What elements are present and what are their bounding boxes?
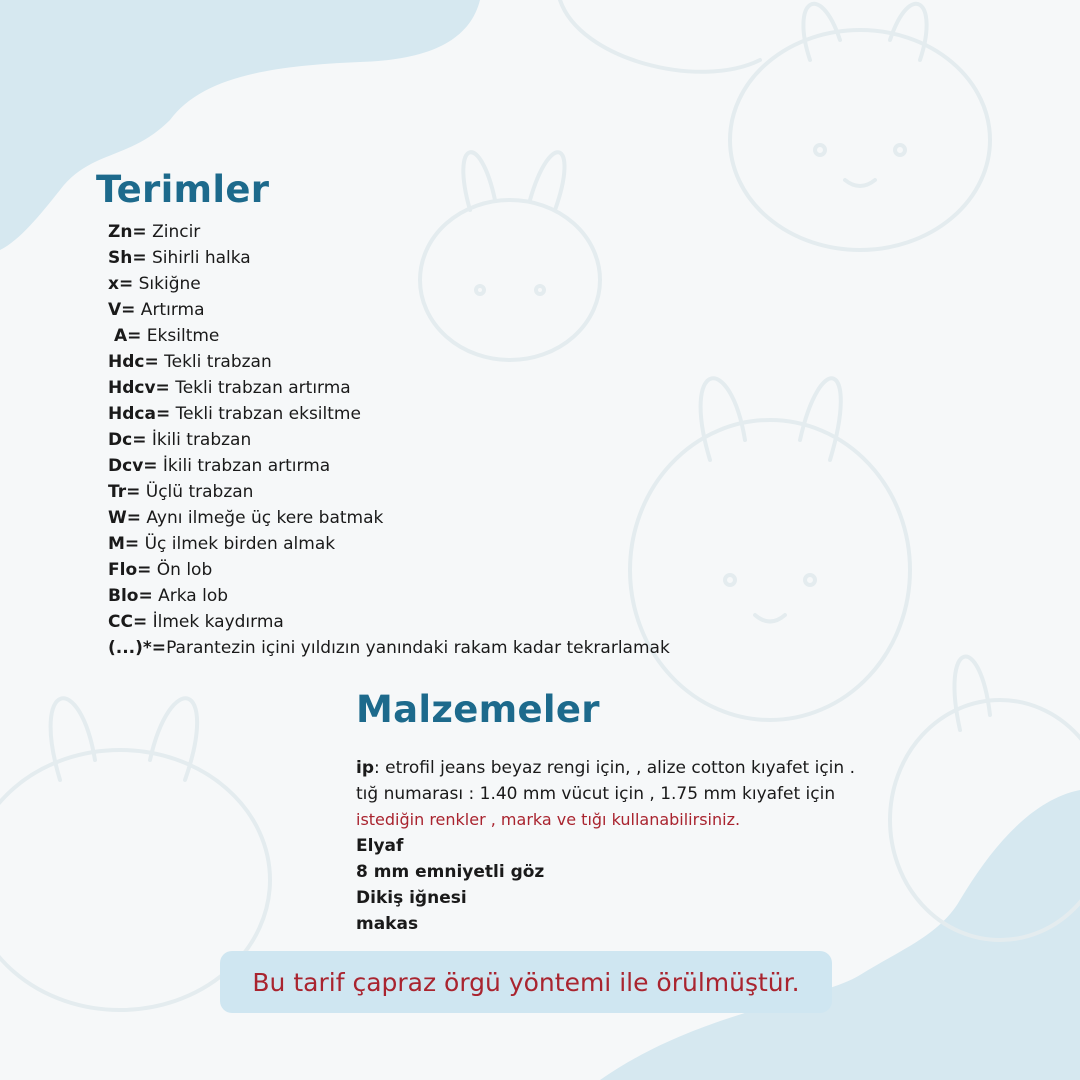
term-item [108, 531, 670, 557]
term-item [108, 219, 670, 245]
term-item [108, 375, 670, 401]
term-def: İkili trabzan [146, 430, 252, 450]
materials-note: istediğin renkler , marka ve tığı kullanabilirsiniz. [356, 810, 741, 829]
hook-line: tığ numarası : 1.40 mm vücut için , 1.75 mm kıyafet için [356, 784, 836, 804]
term-item [108, 479, 670, 505]
term-abbr: Tr= [108, 482, 141, 502]
term-def: Ön lob [151, 560, 213, 580]
material-item: makas [356, 914, 419, 934]
yarn-label: ip [356, 758, 374, 778]
term-abbr: Zn= [108, 222, 147, 242]
term-abbr: Dcv= [108, 456, 158, 476]
term-item [108, 323, 670, 349]
term-def: Arka lob [152, 586, 229, 606]
banner-text: Bu tarif çapraz örgü yöntemi ile örülmüştür. [252, 967, 800, 997]
term-abbr: Hdca= [108, 404, 171, 424]
term-item [108, 583, 670, 609]
term-item [108, 297, 670, 323]
term-def: Tekli trabzan eksiltme [170, 404, 361, 424]
term-abbr: W= [108, 508, 141, 528]
term-abbr: Flo= [108, 560, 152, 580]
term-def: Eksiltme [141, 326, 220, 346]
term-abbr: x= [108, 274, 134, 294]
term-abbr: Hdc= [108, 352, 159, 372]
term-def: Üç ilmek birden almak [139, 534, 336, 554]
term-abbr: CC= [108, 612, 148, 632]
term-def: Parantezin içini yıldızın yanındaki rakam kadar tekrarlamak [166, 638, 670, 658]
term-def: Sıkiğne [133, 274, 201, 294]
material-item: Elyaf [356, 836, 404, 856]
term-def: Aynı ilmeğe üç kere batmak [141, 508, 384, 528]
term-abbr: V= [108, 300, 136, 320]
term-item [108, 557, 670, 583]
term-abbr: Dc= [108, 430, 147, 450]
term-item [108, 349, 670, 375]
term-item [108, 635, 670, 661]
term-item [108, 245, 670, 271]
yarn-text: : etrofil jeans beyaz rengi için, , alize cotton kıyafet için . [374, 758, 855, 778]
terms-heading: Terimler [96, 168, 270, 211]
term-def: Artırma [135, 300, 205, 320]
term-def: Tekli trabzan artırma [169, 378, 351, 398]
term-item [108, 609, 670, 635]
term-abbr: Blo= [108, 586, 153, 606]
term-item [108, 427, 670, 453]
term-abbr: M= [108, 534, 140, 554]
materials-list [356, 755, 855, 937]
term-def: Zincir [146, 222, 201, 242]
term-abbr: A= [114, 326, 142, 346]
term-def: Tekli trabzan [158, 352, 272, 372]
term-def: İlmek kaydırma [147, 612, 284, 632]
term-def: Üçlü trabzan [140, 482, 254, 502]
materials-heading: Malzemeler [356, 688, 600, 731]
term-item [108, 453, 670, 479]
term-abbr: Hdcv= [108, 378, 170, 398]
term-item [108, 505, 670, 531]
term-def: İkili trabzan artırma [157, 456, 331, 476]
method-banner [220, 951, 832, 1013]
yarn-line [356, 755, 855, 781]
term-abbr: Sh= [108, 248, 147, 268]
term-def: Sihirli halka [146, 248, 251, 268]
term-abbr: (...)*= [108, 638, 167, 658]
material-item: 8 mm emniyetli göz [356, 862, 545, 882]
term-item [108, 401, 670, 427]
terms-list [108, 219, 670, 661]
material-item: Dikiş iğnesi [356, 888, 467, 908]
term-item [108, 271, 670, 297]
